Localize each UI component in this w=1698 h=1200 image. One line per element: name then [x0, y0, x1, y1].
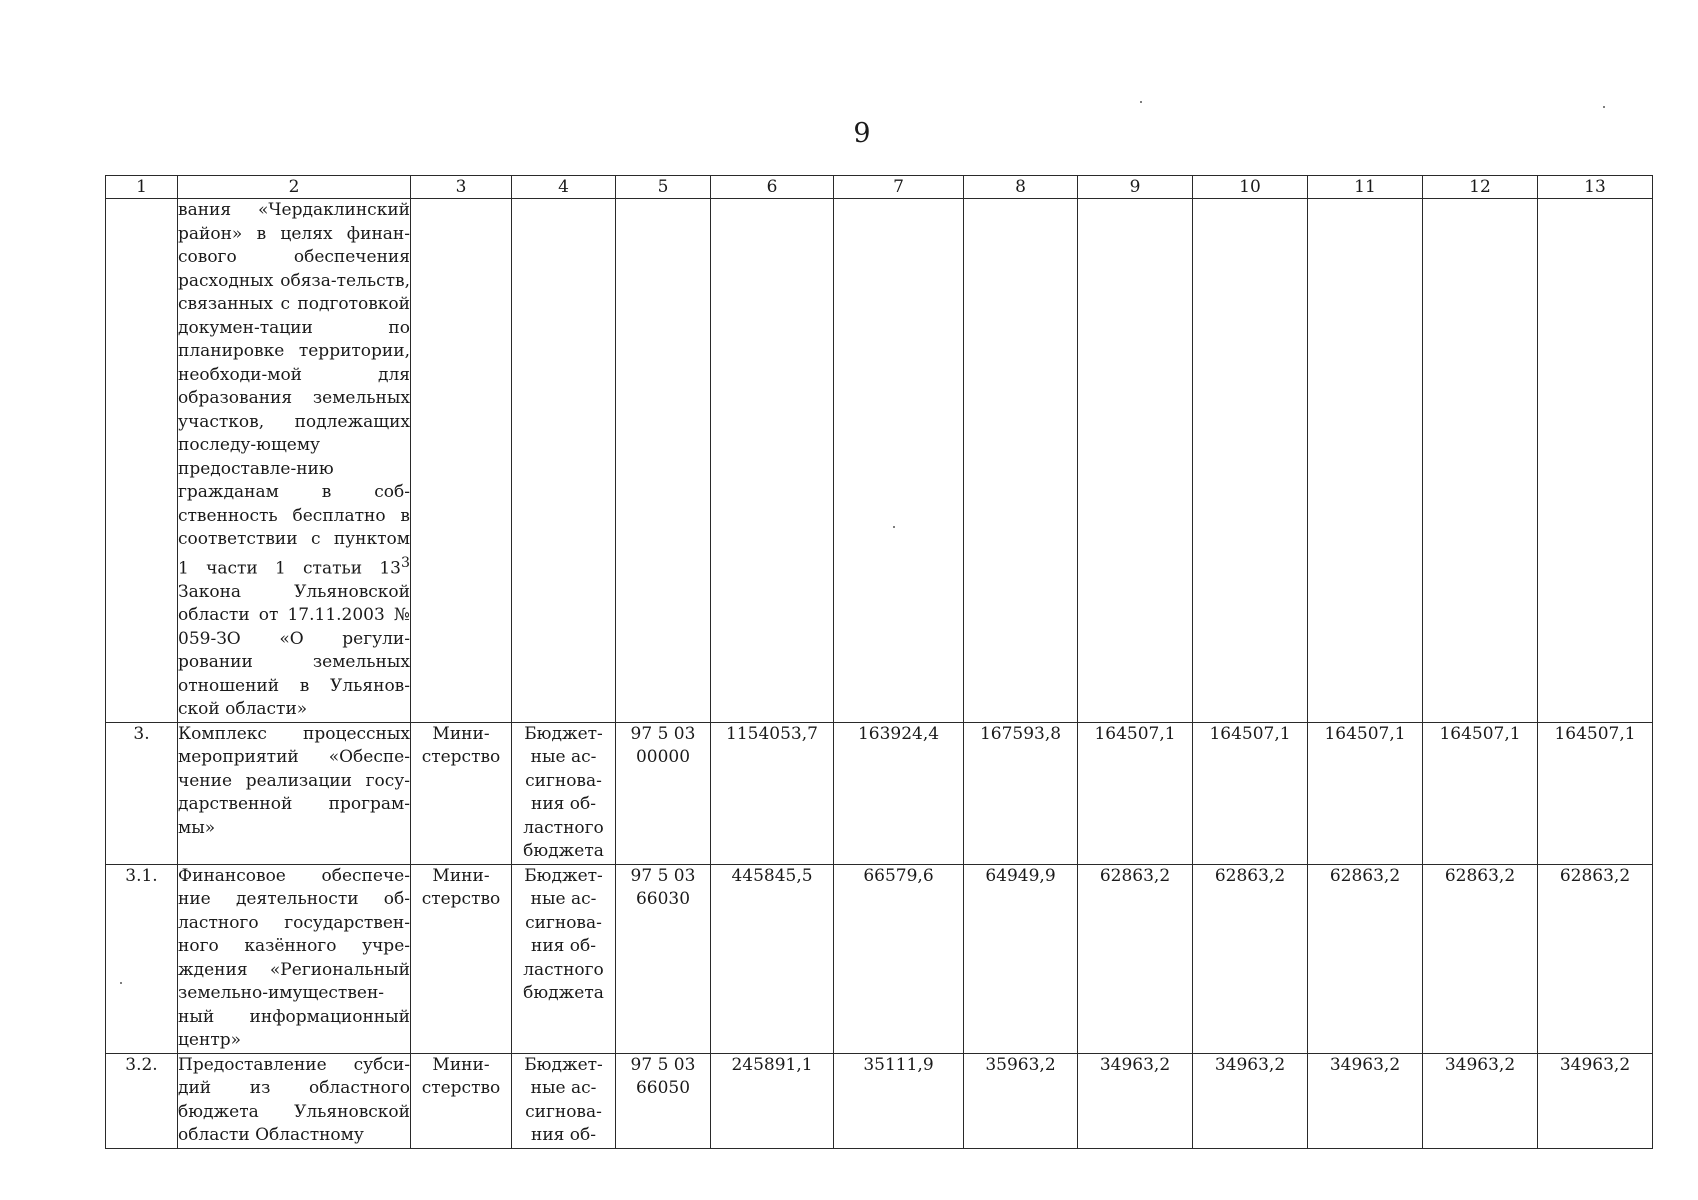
budget-table	[105, 175, 1653, 1149]
description-cell: Комплекс процессных мероприятий «Обеспе-чение реализации госу-дарственной програм-мы»	[178, 722, 411, 864]
value-cell: 163924,4	[834, 722, 964, 864]
value-cell: 34963,2	[1538, 1053, 1653, 1148]
column-header: 8	[964, 176, 1078, 199]
column-header: 10	[1193, 176, 1308, 199]
value-cell: 62863,2	[1423, 864, 1538, 1053]
source-cell: Бюджет-ные ас-сигнова-ния об-	[512, 1053, 616, 1148]
value-cell	[834, 199, 964, 723]
table-row-continuation	[106, 199, 1653, 723]
scan-speck	[1140, 101, 1142, 103]
value-cell	[1308, 199, 1423, 723]
scan-speck	[1603, 106, 1605, 108]
value-cell: 66579,6	[834, 864, 964, 1053]
source-cell	[512, 199, 616, 723]
table-row	[106, 722, 1653, 864]
table-row	[106, 864, 1653, 1053]
column-header: 13	[1538, 176, 1653, 199]
description-cell: Финансовое обеспече-ние деятельности об-ластного государствен-ного казённого учре-ждения «Региональный земельно-имуществен-ный информационный центр»	[178, 864, 411, 1053]
value-cell: 164507,1	[1078, 722, 1193, 864]
value-cell: 35963,2	[964, 1053, 1078, 1148]
value-cell: 62863,2	[1308, 864, 1423, 1053]
value-cell: 164507,1	[1193, 722, 1308, 864]
value-cell: 35111,9	[834, 1053, 964, 1148]
executor-cell	[411, 199, 512, 723]
value-cell: 34963,2	[1308, 1053, 1423, 1148]
column-header: 3	[411, 176, 512, 199]
row-number-cell	[106, 199, 178, 723]
value-cell: 164507,1	[1538, 722, 1653, 864]
value-cell	[1538, 199, 1653, 723]
column-header: 7	[834, 176, 964, 199]
value-cell: 164507,1	[1423, 722, 1538, 864]
code-cell: 97 5 03 66050	[616, 1053, 711, 1148]
executor-cell: Мини-стерство	[411, 722, 512, 864]
code-cell: 97 5 03 66030	[616, 864, 711, 1053]
description-cell: Предоставление субси-дий из областного бюджета Ульяновской области Областному	[178, 1053, 411, 1148]
value-cell: 167593,8	[964, 722, 1078, 864]
code-cell: 97 5 03 00000	[616, 722, 711, 864]
value-cell: 34963,2	[1078, 1053, 1193, 1148]
column-header: 2	[178, 176, 411, 199]
value-cell: 62863,2	[1538, 864, 1653, 1053]
column-header: 9	[1078, 176, 1193, 199]
description-text: вания «Чердаклинский район» в целях финан-сового обеспечения расходных обяза-тельств, связанных с подготовкой докумен-тации по планировке территории, необходи-мой для образования земельных участков, подлежащих последу-ющему предоставле-нию гражданам в соб-ственность бесплатно в соответствии с пунктом 1 части 1 статьи 13	[178, 200, 410, 579]
scan-speck	[893, 526, 895, 528]
value-cell: 34963,2	[1193, 1053, 1308, 1148]
row-number-cell: 3.2.	[106, 1053, 178, 1148]
code-cell	[616, 199, 711, 723]
value-cell	[1078, 199, 1193, 723]
column-header: 5	[616, 176, 711, 199]
value-cell	[964, 199, 1078, 723]
value-cell: 445845,5	[711, 864, 834, 1053]
column-header: 6	[711, 176, 834, 199]
column-header: 4	[512, 176, 616, 199]
value-cell: 64949,9	[964, 864, 1078, 1053]
value-cell: 62863,2	[1193, 864, 1308, 1053]
row-number-cell: 3.1.	[106, 864, 178, 1053]
table-row	[106, 1053, 1653, 1148]
value-cell	[1193, 199, 1308, 723]
source-cell: Бюджет-ные ас-сигнова-ния об-ластного бюджета	[512, 722, 616, 864]
value-cell: 164507,1	[1308, 722, 1423, 864]
row-number-cell: 3.	[106, 722, 178, 864]
value-cell: 34963,2	[1423, 1053, 1538, 1148]
value-cell: 62863,2	[1078, 864, 1193, 1053]
executor-cell: Мини-стерство	[411, 1053, 512, 1148]
executor-cell: Мини-стерство	[411, 864, 512, 1053]
value-cell	[711, 199, 834, 723]
description-cell	[178, 199, 411, 723]
column-header: 11	[1308, 176, 1423, 199]
description-text-cont: Закона Ульяновской области от 17.11.2003 № 059-ЗО «О регули-ровании земельных отношений в Ульянов-ской области»	[178, 581, 410, 720]
column-header: 12	[1423, 176, 1538, 199]
scan-speck	[120, 982, 122, 984]
value-cell: 1154053,7	[711, 722, 834, 864]
value-cell: 245891,1	[711, 1053, 834, 1148]
superscript: 3	[400, 554, 410, 571]
column-header: 1	[106, 176, 178, 199]
page-number: 9	[853, 118, 871, 149]
source-cell: Бюджет-ные ас-сигнова-ния об-ластного бюджета	[512, 864, 616, 1053]
table-header-row	[106, 176, 1653, 199]
value-cell	[1423, 199, 1538, 723]
